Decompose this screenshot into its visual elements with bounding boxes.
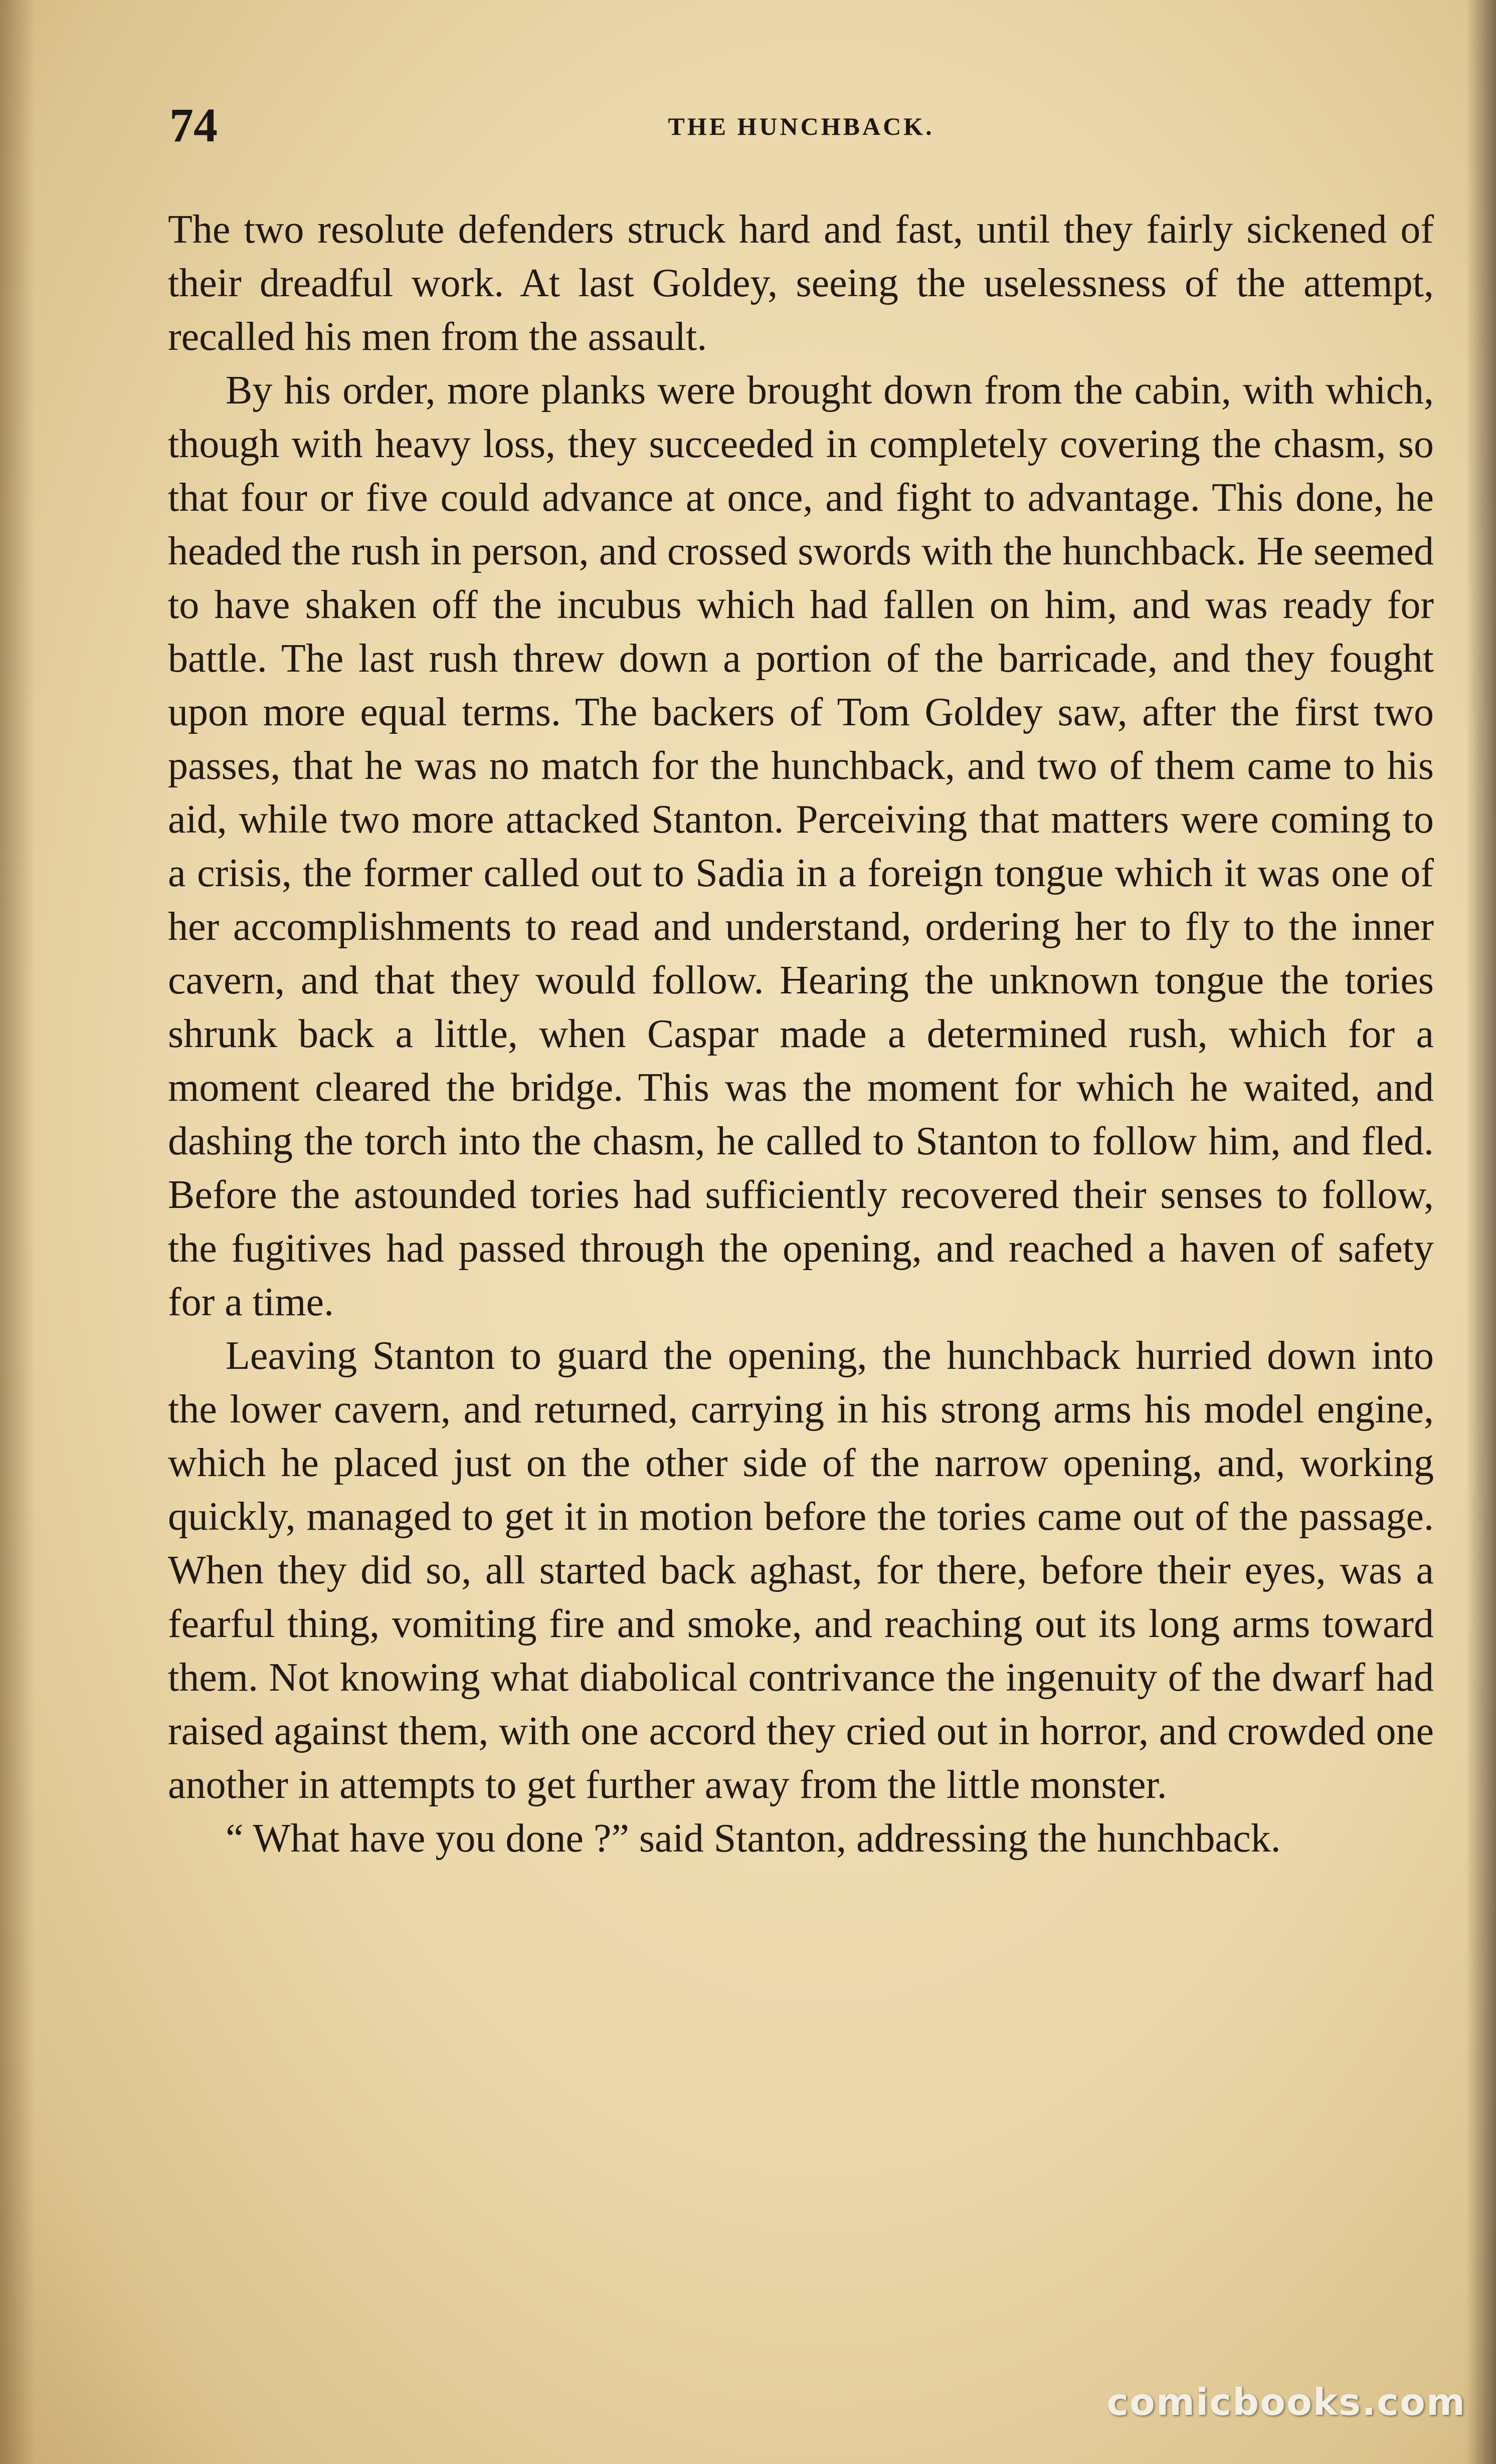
- watermark: comicbooks.com: [1106, 2381, 1466, 2424]
- page-edge-shadow-left: [0, 0, 35, 2464]
- paragraph-2: By his order, more planks were brought down from the cabin, with which, though with heavy loss, they succeeded in completely covering the chasm, so that four or five could advance at once, and fight to advantage. This done, he headed the rush in person, and crossed swords with the hunchback. He seemed to have shaken off the incubus which had fallen on him, and was ready for battle. The last rush threw down a portion of the barricade, and they fought upon more equal terms. The backers of Tom Goldey saw, after the first two passes, that he was no match for the hunchback, and two of them came to his aid, while two more attacked Stanton. Perceiving that matters were coming to a crisis, the former called out to Sadia in a foreign tongue which it was one of her accomplishments to read and understand, ordering her to fly to the inner cavern, and that they would follow. Hearing the unknown tongue the tories shrunk back a little, when Caspar made a determined rush, which for a moment cleared the bridge. This was the moment for which he waited, and dashing the torch into the chasm, he called to Stanton to follow him, and fled. Before the astounded tories had sufficiently recovered their senses to follow, the fugitives had passed through the opening, and reached a haven of safety for a time.: [168, 368, 1434, 1324]
- body-text: [168, 203, 1434, 1866]
- paragraph-1: The two resolute defenders struck hard and fast, until they fairly sickened of their dreadful work. At last Goldey, seeing the uselessness of the attempt, recalled his men from the assault.: [168, 208, 1434, 359]
- page-number: 74: [169, 98, 218, 152]
- page-header: [169, 98, 1433, 153]
- running-title: THE HUNCHBACK.: [668, 112, 934, 140]
- paragraph-3: Leaving Stanton to guard the opening, the hunchback hurried down into the lower cavern, and returned, carrying in his strong arms his model engine, which he placed just on the other side of the narrow opening, and, working quickly, managed to get it in motion before the tories came out of the passage. When they did so, all started back aghast, for there, before their eyes, was a fearful thing, vomiting fire and smoke, and reaching out its long arms toward them. Not knowing what diabolical contrivance the ingenuity of the dwarf had raised against them, with one accord they cried out in horror, and crowded one another in attempts to get further away from the little monster.: [168, 1334, 1434, 1807]
- page-edge-shadow-right: [1466, 0, 1496, 2464]
- paragraph-4: “ What have you done ?” said Stanton, addressing the hunchback.: [226, 1816, 1281, 1861]
